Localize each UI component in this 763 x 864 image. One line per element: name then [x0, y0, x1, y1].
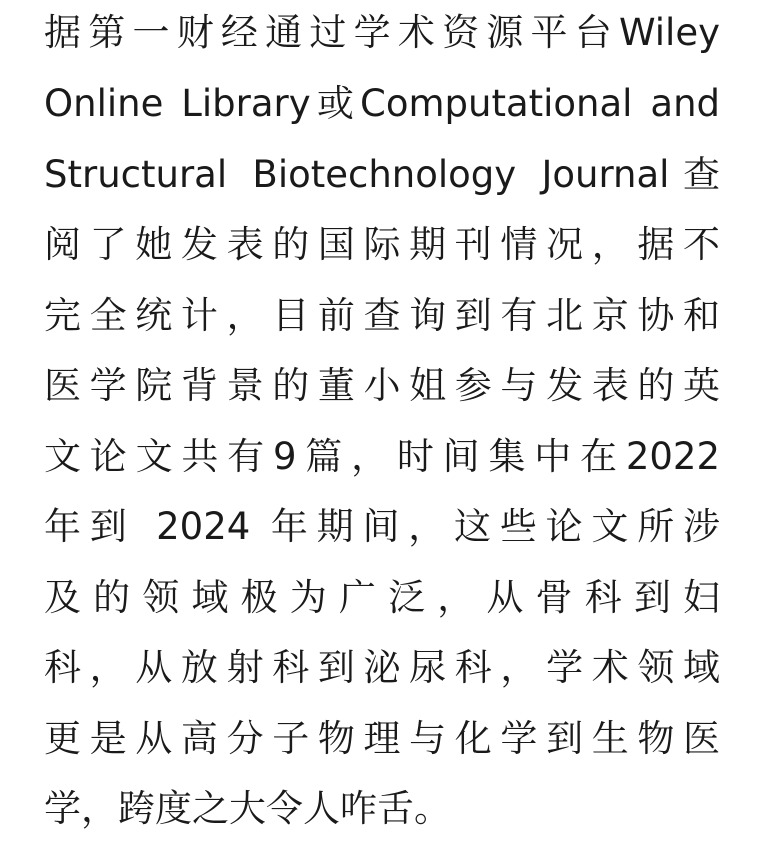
paragraph-line: 科，从放射科到泌尿科，学术领域 — [44, 646, 720, 689]
paragraph-line: 学，跨度之大令人咋舌。 — [44, 787, 451, 830]
paragraph-line: 据第一财经通过学术资源平台Wiley — [44, 11, 720, 54]
paragraph-line: 更是从高分子物理与化学到生物医 — [44, 717, 720, 760]
paragraph-line: 完全统计，目前查询到有北京协和 — [44, 294, 720, 337]
paragraph-line: Online Library或Computational and — [44, 82, 720, 125]
paragraph-line: 年到 2024 年期间，这些论文所涉 — [44, 505, 720, 548]
paragraph-line: 文论文共有9篇，时间集中在2022 — [44, 435, 720, 478]
paragraph-line: 及的领域极为广泛，从骨科到妇 — [44, 576, 720, 619]
paragraph-line: 医学院背景的董小姐参与发表的英 — [44, 364, 720, 407]
paragraph-line: Structural Biotechnology Journal查 — [44, 153, 720, 196]
paragraph-line: 阅了她发表的国际期刊情况，据不 — [44, 223, 720, 266]
